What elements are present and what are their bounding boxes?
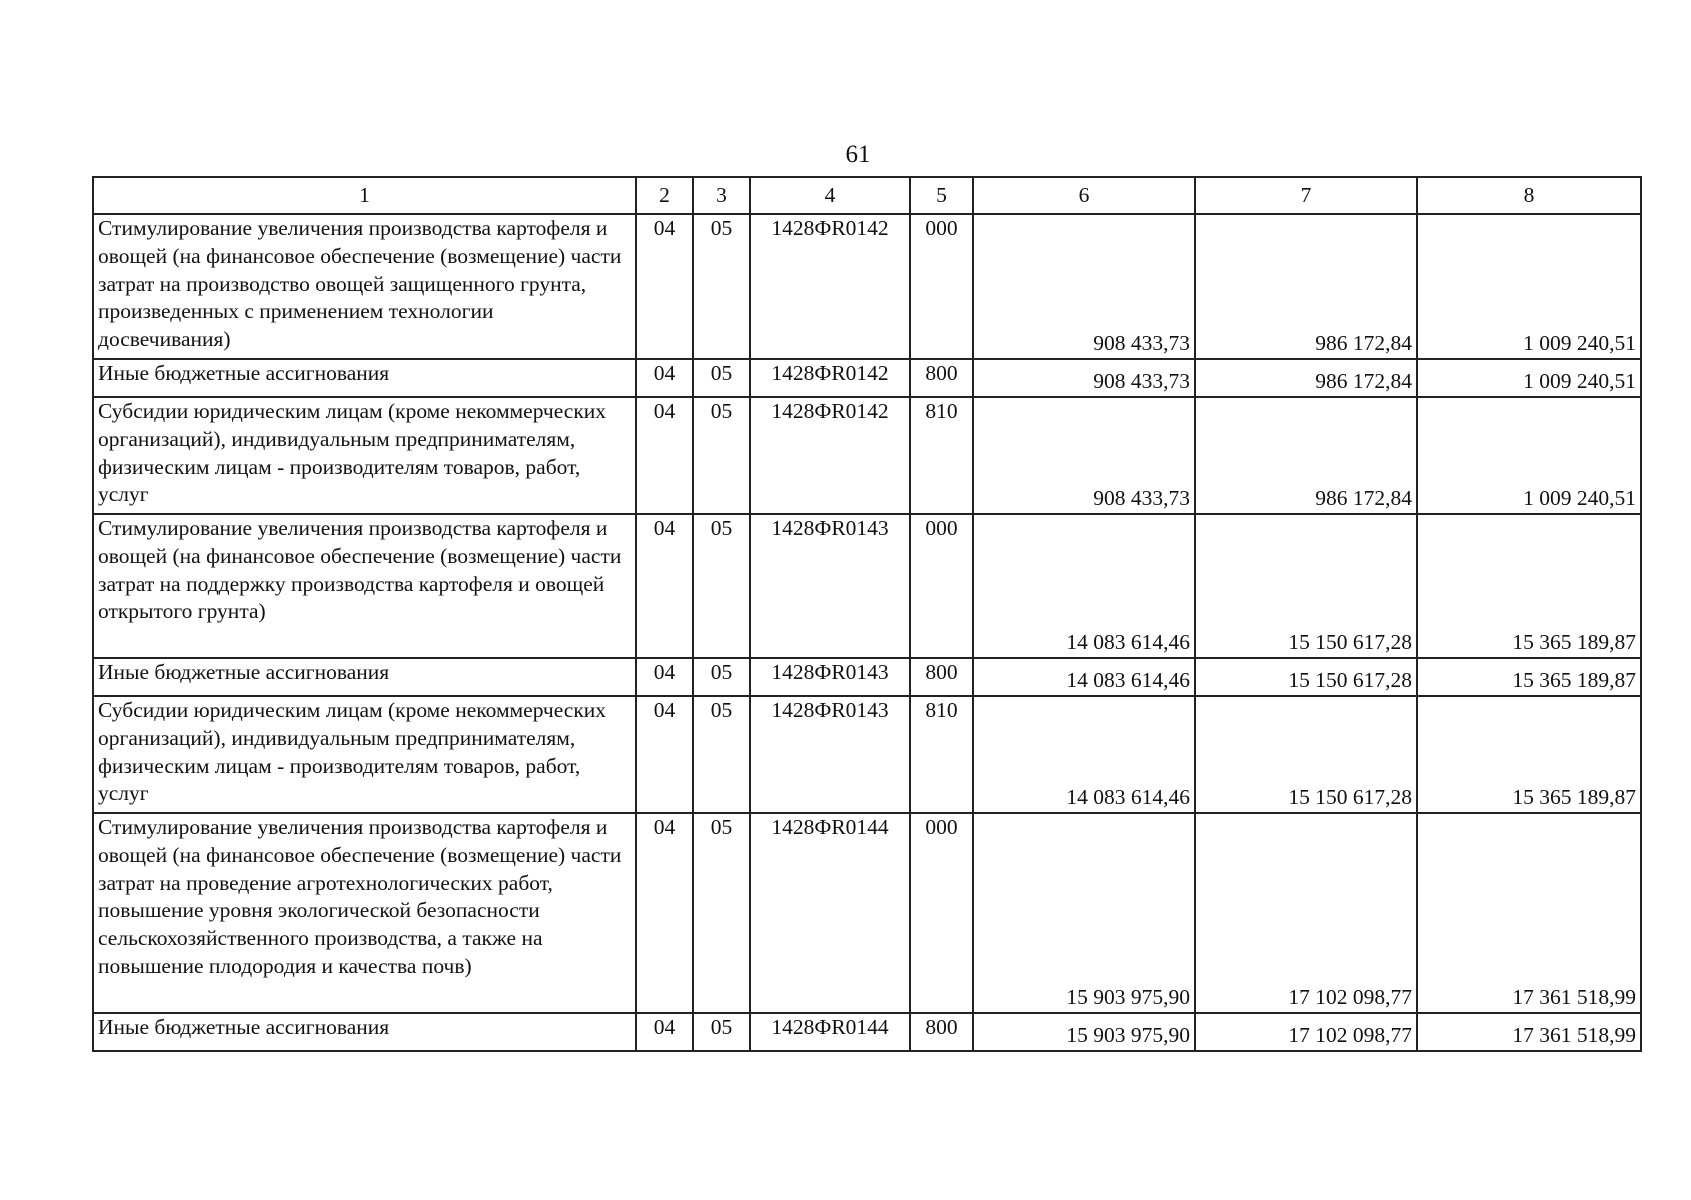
row-subsection: 05 bbox=[693, 813, 750, 1013]
row-subsection: 05 bbox=[693, 359, 750, 397]
table-row bbox=[93, 1013, 1641, 1051]
row-section: 04 bbox=[636, 813, 693, 1013]
row-section: 04 bbox=[636, 214, 693, 359]
table-row bbox=[93, 214, 1641, 359]
row-target-code: 1428ФR0144 bbox=[750, 813, 910, 1013]
row-subsection: 05 bbox=[693, 658, 750, 696]
row-amount-col6: 15 903 975,90 bbox=[973, 1013, 1195, 1051]
row-amount-col7: 986 172,84 bbox=[1195, 214, 1417, 359]
header-cell-8: 8 bbox=[1417, 177, 1641, 214]
row-amount-col8: 1 009 240,51 bbox=[1417, 214, 1641, 359]
row-target-code: 1428ФR0142 bbox=[750, 397, 910, 514]
row-name: Стимулирование увеличения производства картофеля и овощей (на финансовое обеспечение (возмещение) части затрат на поддержку производства картофеля и овощей открытого грунта) bbox=[93, 514, 636, 658]
row-amount-col7: 15 150 617,28 bbox=[1195, 696, 1417, 813]
row-amount-col7: 986 172,84 bbox=[1195, 397, 1417, 514]
header-cell-5: 5 bbox=[910, 177, 973, 214]
row-section: 04 bbox=[636, 696, 693, 813]
row-amount-col6: 908 433,73 bbox=[973, 214, 1195, 359]
table-row bbox=[93, 359, 1641, 397]
row-expense-type: 800 bbox=[910, 359, 973, 397]
row-target-code: 1428ФR0143 bbox=[750, 658, 910, 696]
row-section: 04 bbox=[636, 514, 693, 658]
row-amount-col8: 15 365 189,87 bbox=[1417, 658, 1641, 696]
row-name: Стимулирование увеличения производства картофеля и овощей (на финансовое обеспечение (возмещение) части затрат на производство овощей защищенного грунта, произведенных с применением технологии досвечивания) bbox=[93, 214, 636, 359]
row-subsection: 05 bbox=[693, 514, 750, 658]
header-cell-3: 3 bbox=[693, 177, 750, 214]
row-amount-col8: 15 365 189,87 bbox=[1417, 514, 1641, 658]
row-target-code: 1428ФR0142 bbox=[750, 359, 910, 397]
row-amount-col7: 17 102 098,77 bbox=[1195, 1013, 1417, 1051]
row-amount-col6: 908 433,73 bbox=[973, 397, 1195, 514]
row-amount-col7: 986 172,84 bbox=[1195, 359, 1417, 397]
row-amount-col6: 14 083 614,46 bbox=[973, 514, 1195, 658]
row-section: 04 bbox=[636, 359, 693, 397]
row-target-code: 1428ФR0142 bbox=[750, 214, 910, 359]
row-amount-col6: 15 903 975,90 bbox=[973, 813, 1195, 1013]
budget-table bbox=[92, 176, 1642, 1052]
row-expense-type: 000 bbox=[910, 514, 973, 658]
row-target-code: 1428ФR0143 bbox=[750, 514, 910, 658]
row-amount-col7: 15 150 617,28 bbox=[1195, 658, 1417, 696]
row-expense-type: 810 bbox=[910, 397, 973, 514]
table-row bbox=[93, 813, 1641, 1013]
row-amount-col8: 1 009 240,51 bbox=[1417, 359, 1641, 397]
table-row bbox=[93, 397, 1641, 514]
header-cell-1: 1 bbox=[93, 177, 636, 214]
row-name: Субсидии юридическим лицам (кроме некоммерческих организаций), индивидуальным предпринимателям, физическим лицам - производителям товаров, работ, услуг bbox=[93, 397, 636, 514]
row-subsection: 05 bbox=[693, 397, 750, 514]
row-expense-type: 800 bbox=[910, 658, 973, 696]
row-expense-type: 000 bbox=[910, 813, 973, 1013]
row-section: 04 bbox=[636, 1013, 693, 1051]
row-amount-col8: 15 365 189,87 bbox=[1417, 696, 1641, 813]
row-target-code: 1428ФR0144 bbox=[750, 1013, 910, 1051]
row-subsection: 05 bbox=[693, 214, 750, 359]
row-amount-col8: 17 361 518,99 bbox=[1417, 813, 1641, 1013]
row-amount-col6: 908 433,73 bbox=[973, 359, 1195, 397]
row-amount-col6: 14 083 614,46 bbox=[973, 658, 1195, 696]
header-cell-7: 7 bbox=[1195, 177, 1417, 214]
row-expense-type: 000 bbox=[910, 214, 973, 359]
row-amount-col7: 15 150 617,28 bbox=[1195, 514, 1417, 658]
row-section: 04 bbox=[636, 397, 693, 514]
row-expense-type: 800 bbox=[910, 1013, 973, 1051]
table-row bbox=[93, 696, 1641, 813]
table-row bbox=[93, 514, 1641, 658]
row-name: Иные бюджетные ассигнования bbox=[93, 658, 636, 696]
table-row bbox=[93, 658, 1641, 696]
row-section: 04 bbox=[636, 658, 693, 696]
header-cell-2: 2 bbox=[636, 177, 693, 214]
row-amount-col7: 17 102 098,77 bbox=[1195, 813, 1417, 1013]
row-amount-col8: 1 009 240,51 bbox=[1417, 397, 1641, 514]
row-expense-type: 810 bbox=[910, 696, 973, 813]
header-cell-6: 6 bbox=[973, 177, 1195, 214]
row-subsection: 05 bbox=[693, 1013, 750, 1051]
row-name: Стимулирование увеличения производства картофеля и овощей (на финансовое обеспечение (возмещение) части затрат на проведение агротехнологических работ, повышение уровня экологической безопасности сельскохозяйственного производства, а также на повышение плодородия и качества почв) bbox=[93, 813, 636, 1013]
header-row bbox=[93, 177, 1641, 214]
row-target-code: 1428ФR0143 bbox=[750, 696, 910, 813]
row-name: Иные бюджетные ассигнования bbox=[93, 1013, 636, 1051]
row-name: Иные бюджетные ассигнования bbox=[93, 359, 636, 397]
page-number: 61 bbox=[845, 141, 871, 168]
row-subsection: 05 bbox=[693, 696, 750, 813]
row-amount-col6: 14 083 614,46 bbox=[973, 696, 1195, 813]
row-amount-col8: 17 361 518,99 bbox=[1417, 1013, 1641, 1051]
header-cell-4: 4 bbox=[750, 177, 910, 214]
row-name: Субсидии юридическим лицам (кроме некоммерческих организаций), индивидуальным предпринимателям, физическим лицам - производителям товаров, работ, услуг bbox=[93, 696, 636, 813]
